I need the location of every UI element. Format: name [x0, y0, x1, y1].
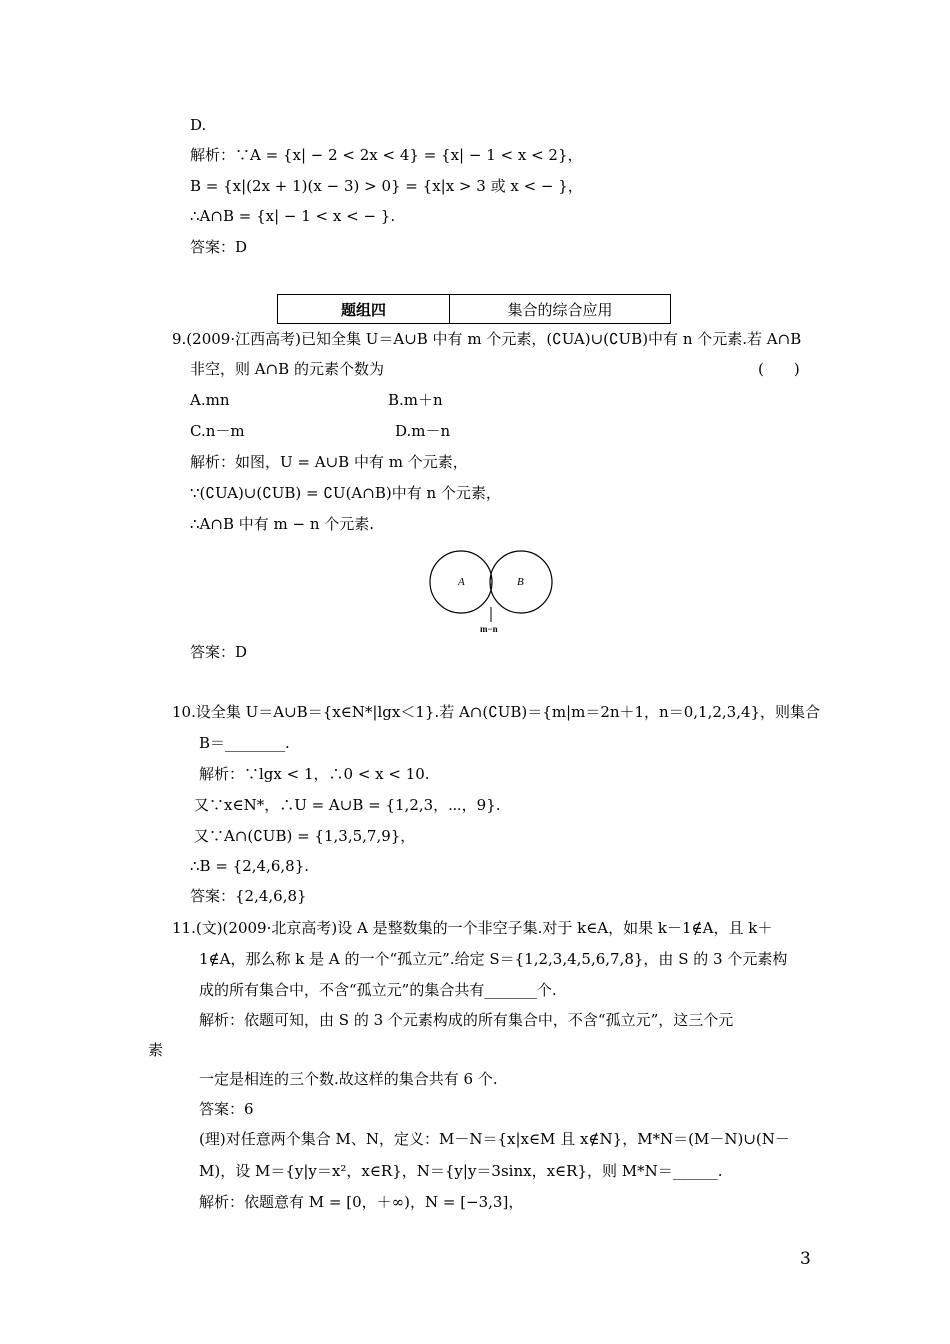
solution-line: 解析：依题意有 M = [0，＋∞)，N = [−3,3]，: [199, 1193, 524, 1211]
question-11-li-stem: (理)对任意两个集合 M、N，定义：M－N＝{x|x∈M 且 x∉N}，M*N＝(M－N)∪(N－: [199, 1130, 790, 1148]
solution-line: ∴A∩B 中有 m − n 个元素.: [190, 515, 375, 533]
answer-line: 答案：D: [190, 238, 248, 256]
venn-diagram: [428, 545, 558, 637]
option-a: A.mn: [190, 391, 230, 409]
venn-label-a: A: [458, 576, 465, 588]
answer-line: 答案：6: [199, 1100, 254, 1118]
topic-group-cell: 题组四: [278, 295, 450, 323]
solution-line: ∴B = {2,4,6,8}.: [190, 857, 310, 875]
solution-line-wrap: 素: [148, 1041, 164, 1059]
answer-line: 答案：D: [190, 643, 248, 661]
venn-label-b: B: [517, 576, 524, 588]
solution-line: 解析：∵lgx < 1，∴0 < x < 10.: [199, 765, 430, 783]
solution-line: 又∵x∈N*，∴U = A∪B = {1,2,3，⋯，9}.: [194, 796, 501, 814]
question-10-stem: 10.设全集 U＝A∪B＝{x∈N*|lgx＜1}.若 A∩(∁UB)＝{m|m＝2n＋1，n＝0,1,2,3,4}，则集合: [172, 703, 821, 721]
answer-bracket: ( ): [758, 360, 800, 378]
option-c: C.n－m: [190, 422, 245, 440]
text-line: B = {x|(2x + 1)(x − 3) > 0} = {x|x > 3 或 x < − }，: [190, 177, 583, 195]
question-11-stem-cont: 1∉A，那么称 k 是 A 的一个“孤立元”.给定 S＝{1,2,3,4,5,6,7,8}，由 S 的 3 个元素构: [199, 950, 788, 968]
answer-line: 答案：{2,4,6,8}: [190, 887, 307, 905]
page-number: 3: [800, 1249, 811, 1269]
solution-line: 解析：依题可知，由 S 的 3 个元素构成的所有集合中，不含“孤立元”，这三个元: [199, 1011, 734, 1029]
question-9-stem: 9.(2009·江西高考)已知全集 U＝A∪B 中有 m 个元素，(∁UA)∪(∁UB)中有 n 个元素.若 A∩B: [172, 330, 802, 348]
question-11-li-stem-cont: M)，设 M＝{y|y＝x²，x∈R}，N＝{y|y＝3sinx，x∈R}，则 M*N＝______.: [199, 1162, 723, 1180]
topic-name-cell: 集合的综合应用: [507, 300, 613, 319]
text-line: 解析：∵A = {x| − 2 < 2x < 4} = {x| − 1 < x < 2}，: [190, 146, 583, 164]
option-b: B.m＋n: [388, 391, 443, 409]
text-line: D.: [190, 116, 207, 134]
question-11-stem-cont: 成的所有集合中，不含“孤立元”的集合共有_______个.: [199, 981, 557, 999]
solution-line: 一定是相连的三个数.故这样的集合共有 6 个.: [199, 1070, 498, 1088]
solution-line: 解析：如图，U = A∪B 中有 m 个元素，: [190, 453, 468, 471]
question-11-stem: 11.(文)(2009·北京高考)设 A 是整数集的一个非空子集.对于 k∈A，如果 k－1∉A，且 k＋: [172, 919, 773, 937]
text-line: ∴A∩B = {x| − 1 < x < − }.: [190, 207, 396, 225]
topic-table: [277, 294, 671, 324]
solution-line: ∵(∁UA)∪(∁UB) = ∁U(A∩B)中有 n 个元素，: [190, 484, 501, 502]
venn-label-intersection: m−n: [480, 624, 498, 634]
solution-line: 又∵A∩(∁UB) = {1,3,5,7,9}，: [194, 827, 416, 845]
question-9-stem-cont: 非空，则 A∩B 的元素个数为: [190, 360, 384, 378]
option-d: D.m－n: [395, 422, 451, 440]
question-10-stem-cont: B＝________.: [199, 734, 290, 752]
